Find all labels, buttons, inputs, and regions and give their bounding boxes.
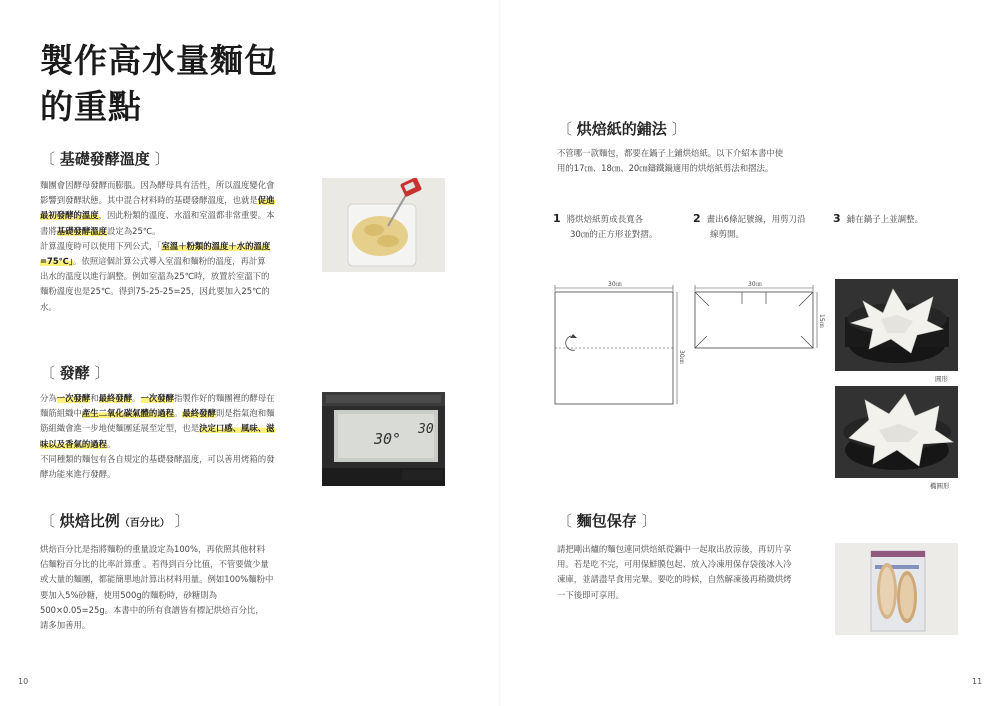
text-run: 分為 xyxy=(40,393,57,403)
fermentation-temp-body xyxy=(40,178,312,315)
paragraph-line: 或大量的麵團，都能簡單地計算出材料用量。例如100%麵粉中 xyxy=(40,574,274,585)
paragraph-line xyxy=(40,269,312,284)
text-run: 不同種類的麵包有各自規定的基礎發酵溫度，可以善用烤箱的發 xyxy=(40,453,275,464)
text-run: 酵功能來進行發酵。 xyxy=(40,469,116,480)
paragraph-line xyxy=(40,300,312,315)
section-heading-storage: 〔 麵包保存 〕 xyxy=(557,512,657,530)
paragraph-line xyxy=(40,421,312,436)
round-pot-caption: 圓形 xyxy=(935,375,948,383)
text-run: 影響到發酵狀態。其中混合材料時的基礎發酵溫度，也就是 xyxy=(40,195,258,206)
paragraph-line: 凍庫，並請盡早食用完畢。要吃的時候，自然解凍後再稍微烘烤 xyxy=(557,574,792,585)
step-text-line-2: 30㎝的正方形並對摺。 xyxy=(570,230,658,240)
text-run: 出水的溫度以進行調整。例如室溫為25℃時，放置於室溫下的 xyxy=(40,271,270,282)
section-heading-fermentation-temp: 〔 基礎發酵溫度 〕 xyxy=(40,150,170,168)
baking-paper-intro xyxy=(557,146,827,176)
section-heading-baking-paper: 〔 烘焙紙的鋪法 〕 xyxy=(557,120,687,138)
fermentation-body xyxy=(40,391,312,482)
text-run: 則是指氣泡和麵 xyxy=(215,408,275,419)
page-number-right: 11 xyxy=(972,677,983,686)
highlight-text: 決定口感、風味、滋 xyxy=(199,423,275,434)
paragraph-line xyxy=(40,254,312,269)
fold-diagram-1 xyxy=(553,280,688,408)
diagram1-width-label: 30㎝ xyxy=(608,281,622,288)
text-run: 。 xyxy=(174,408,183,419)
paragraph-line xyxy=(40,284,312,299)
text-run: 水。 xyxy=(40,301,57,312)
highlight-text: 一次發酵 xyxy=(56,393,91,403)
step-text: 畫出6條記號線，用剪刀沿 xyxy=(706,215,806,225)
heading-text: 烘焙比例 xyxy=(59,512,120,530)
paragraph-line xyxy=(40,193,312,208)
paragraph-line: 佔麵粉百分比的比率計算重 。若得到百分比值，不管要做少量 xyxy=(40,559,269,570)
paragraph-line: 請多加善用。 xyxy=(40,620,91,631)
oval-pot-caption: 橢圓形 xyxy=(930,482,950,490)
oven-display-photo xyxy=(322,392,445,486)
paragraph-line xyxy=(40,178,312,193)
text-run: 麵筋組織中 xyxy=(40,408,82,419)
dough-thermometer-photo xyxy=(322,178,445,272)
text-run: ，因此粉類的溫度、水溫和室溫都非常重要。本 xyxy=(98,210,275,221)
diagram1-height-label: 30㎝ xyxy=(678,350,685,364)
title-line-1: 製作高水量麵包 xyxy=(40,41,278,80)
title-line-2: 的重點 xyxy=(40,87,142,126)
paragraph-line xyxy=(40,208,312,223)
highlight-text: 最終發酵 xyxy=(98,393,133,403)
text-run: 。 xyxy=(107,438,116,449)
text-run: 。依照這個計算公式導入室溫和麵粉的溫度，再計算 xyxy=(73,256,266,267)
heading-text: 發酵 xyxy=(59,364,90,382)
step-number: 1 xyxy=(553,212,561,225)
step-text: 鋪在鍋子上並調整。 xyxy=(846,215,924,225)
heading-text: 麵包保存 xyxy=(576,512,637,530)
diagram2-width-label: 30㎝ xyxy=(748,281,762,288)
paragraph-line: 要加入5%砂糖，使用500g的麵粉時，砂糖則為 xyxy=(40,589,217,600)
highlight-text: 產生二氧化碳氣體的過程 xyxy=(81,408,174,419)
paragraph-line: 用。若是吃不完，可用保鮮膜包起、放入冷凍用保存袋後冰入冷 xyxy=(557,559,792,570)
highlight-text: 味以及香氣的過程 xyxy=(40,438,107,449)
heading-text: 烘焙紙的鋪法 xyxy=(576,120,667,138)
round-pot-photo xyxy=(835,279,958,371)
paragraph-line xyxy=(40,452,312,467)
paragraph-line: 烘焙百分比是指將麵粉的重量設定為100%，再依照其他材料 xyxy=(40,544,265,554)
folded-paper xyxy=(695,292,813,348)
step-2 xyxy=(693,211,823,243)
page-title xyxy=(40,38,278,130)
heading-subtext: （百分比） xyxy=(119,518,170,529)
highlight-text: 最初發酵的溫度 xyxy=(40,210,99,221)
step-1 xyxy=(553,211,683,243)
paragraph-line xyxy=(40,391,312,406)
page-gutter xyxy=(499,0,501,706)
section-heading-baker-percent: 〔 烘焙比例（百分比） 〕 xyxy=(40,512,190,530)
paragraph-line: 請把剛出爐的麵包連同烘焙紙從鍋中一起取出放涼後，再切片享 xyxy=(557,544,792,554)
paragraph-line xyxy=(40,406,312,421)
bread-storage-photo xyxy=(835,543,958,635)
highlight-text: 最終發酵 xyxy=(182,408,216,419)
step-text-line-2: 線剪開。 xyxy=(710,230,745,240)
paragraph-line xyxy=(40,437,312,452)
heading-text: 基礎發酵溫度 xyxy=(59,150,150,168)
highlight-text: 一次發酵 xyxy=(140,393,174,403)
step-number: 2 xyxy=(693,212,701,225)
paragraph-line xyxy=(40,239,312,254)
text-run: 指製作好的麵團裡的酵母在 xyxy=(174,393,275,403)
text-run: 。 xyxy=(132,393,141,403)
paragraph-line: 500×0.05=25g。本書中的所有食譜皆有標記烘焙百分比， xyxy=(40,604,264,615)
page-number-left: 10 xyxy=(18,677,29,686)
storage-body xyxy=(557,542,827,603)
text-run: 麵團會因酵母發酵而膨脹。因為酵母具有活性，所以溫度變化會 xyxy=(40,180,275,190)
text-run: 設定為25℃。 xyxy=(107,225,161,236)
highlight-text: 基礎發酵溫度 xyxy=(56,225,107,236)
highlight-text: 室溫＋粉類的溫度＋水的溫度 xyxy=(161,240,271,251)
step-number: 3 xyxy=(833,212,841,225)
text-run: 計算溫度時可以使用下列公式，「 xyxy=(40,240,162,251)
paragraph-line xyxy=(40,467,312,482)
oval-pot-photo xyxy=(835,386,958,478)
fold-diagram-2 xyxy=(693,280,828,350)
step-text: 將烘焙紙剪成長寬各 xyxy=(566,215,644,225)
oven-temp-display-b: 30 xyxy=(418,422,434,437)
text-run: 麵粉溫度也是25℃。得到75-25-25=25，因此要加入25℃的 xyxy=(40,286,270,297)
paragraph-line: 一下後即可享用。 xyxy=(557,589,624,600)
text-run: 和 xyxy=(90,393,99,403)
text-run: 筋組織會進一步地使麵團延展至定型，也是 xyxy=(40,423,200,434)
paragraph-line: 用的17㎝、18㎝、20㎝鑄鐵鍋適用的烘焙紙剪法和摺法。 xyxy=(557,163,774,174)
diagram2-side-label: 15㎝ xyxy=(818,314,825,328)
text-run: 書將 xyxy=(40,225,57,236)
oven-temp-display-a: 30° xyxy=(374,430,402,448)
highlight-text: 促進 xyxy=(257,195,275,206)
step-3 xyxy=(833,211,963,228)
paragraph-line: 不管哪一款麵包，都要在鍋子上鋪烘焙紙。以下介紹本書中使 xyxy=(557,148,784,158)
paragraph-line xyxy=(40,224,312,239)
section-heading-fermentation: 〔 發酵 〕 xyxy=(40,364,110,382)
highlight-text: =75℃」 xyxy=(40,256,73,267)
baker-percent-body xyxy=(40,542,322,633)
